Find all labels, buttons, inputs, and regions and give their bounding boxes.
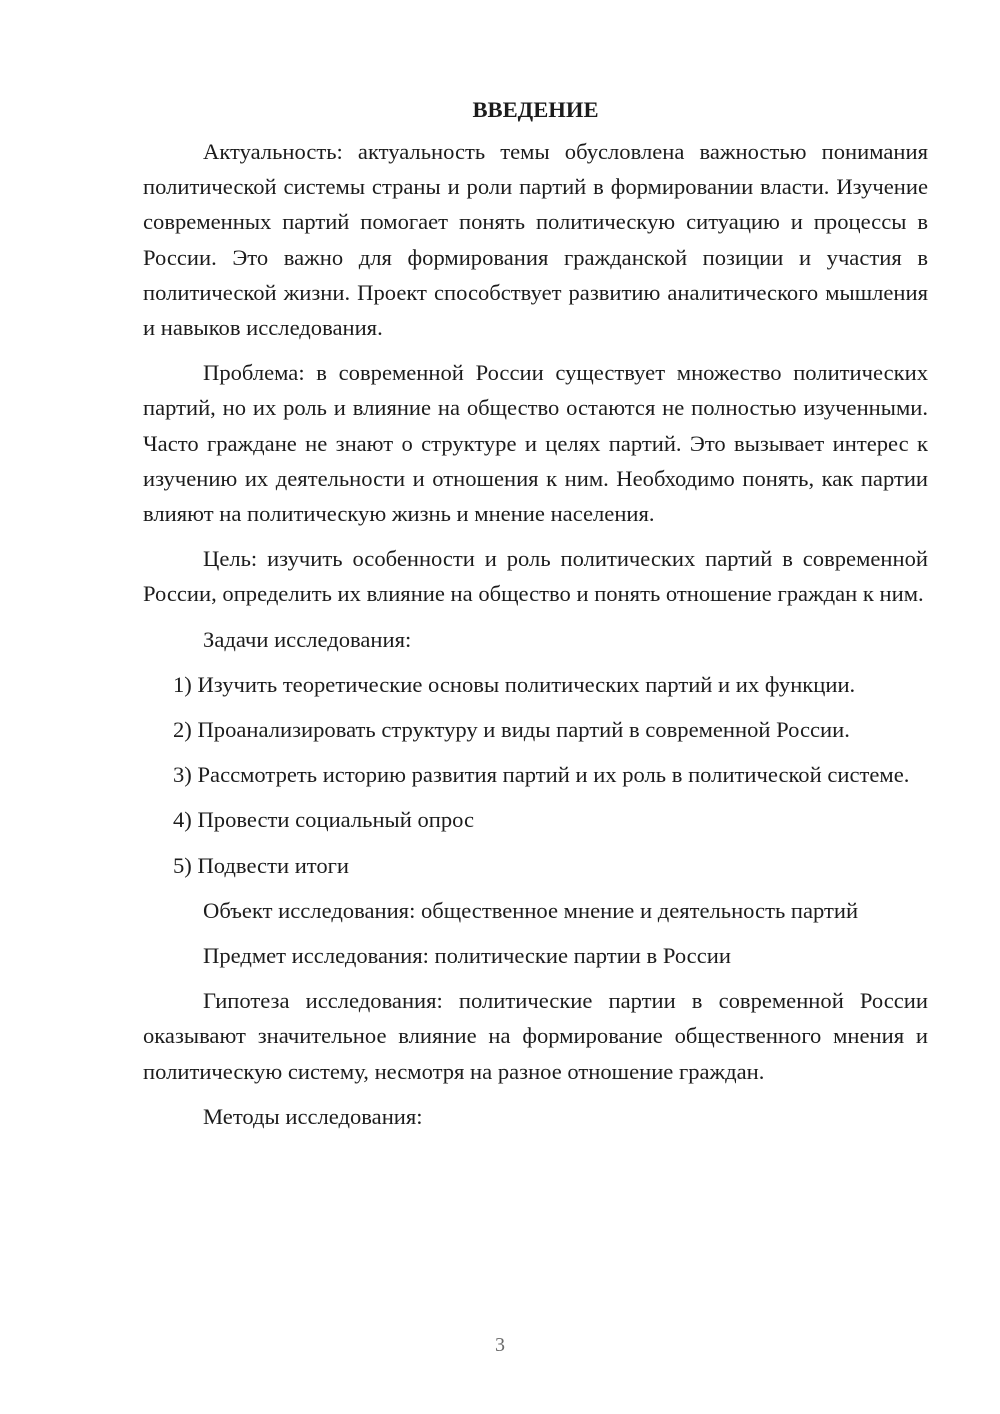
relevance-paragraph: Актуальность: актуальность темы обусловлена важностью понимания политической системы страны и роли партий в формировании власти. Изучение современных партий помогает понять политическую ситуацию и процессы в России. Это важно для формирования гражданской позиции и участия в политической жизни. Проект способствует развитию аналитического мышления и навыков исследования. [143, 139, 928, 341]
goal-paragraph: Цель: изучить особенности и роль политических партий в современной России, определить их влияние на общество и понять отношение граждан к ним. [143, 546, 928, 607]
task-item-2: 2) Проанализировать структуру и виды партий в современной России. [173, 717, 850, 743]
task-item-4: 4) Провести социальный опрос [173, 807, 475, 833]
problem-paragraph: Проблема: в современной России существует множество политических партий, но их роль и влияние на общество остаются не полностью изученными. Часто граждане не знают о структуре и целях партий. Это вызывает интерес к изучению их деятельности и отношения к ним. Необходимо понять, как партии влияют на политическую жизнь и мнение населения. [143, 360, 928, 527]
tasks-heading: Задачи исследования: [203, 626, 412, 652]
task-item-3: 3) Рассмотреть историю развития партий и их роль в политической системе. [173, 762, 910, 788]
task-item-1: 1) Изучить теоретические основы политических партий и их функции. [173, 671, 856, 697]
task-item-5: 5) Подвести итоги [173, 852, 350, 878]
page-number: 3 [495, 1334, 505, 1356]
research-methods: Методы исследования: [203, 1103, 423, 1129]
research-hypothesis: Гипотеза исследования: политические партии в современной России оказывают значительное влияние на формирование общественного мнения и политическую систему, несмотря на разное отношение граждан. [143, 988, 928, 1084]
research-object: Объект исследования: общественное мнение и деятельность партий [203, 897, 859, 923]
page-title: ВВЕДЕНИЕ [472, 97, 599, 122]
document-page [143, 92, 928, 1144]
research-subject: Предмет исследования: политические партии в России [203, 943, 731, 969]
